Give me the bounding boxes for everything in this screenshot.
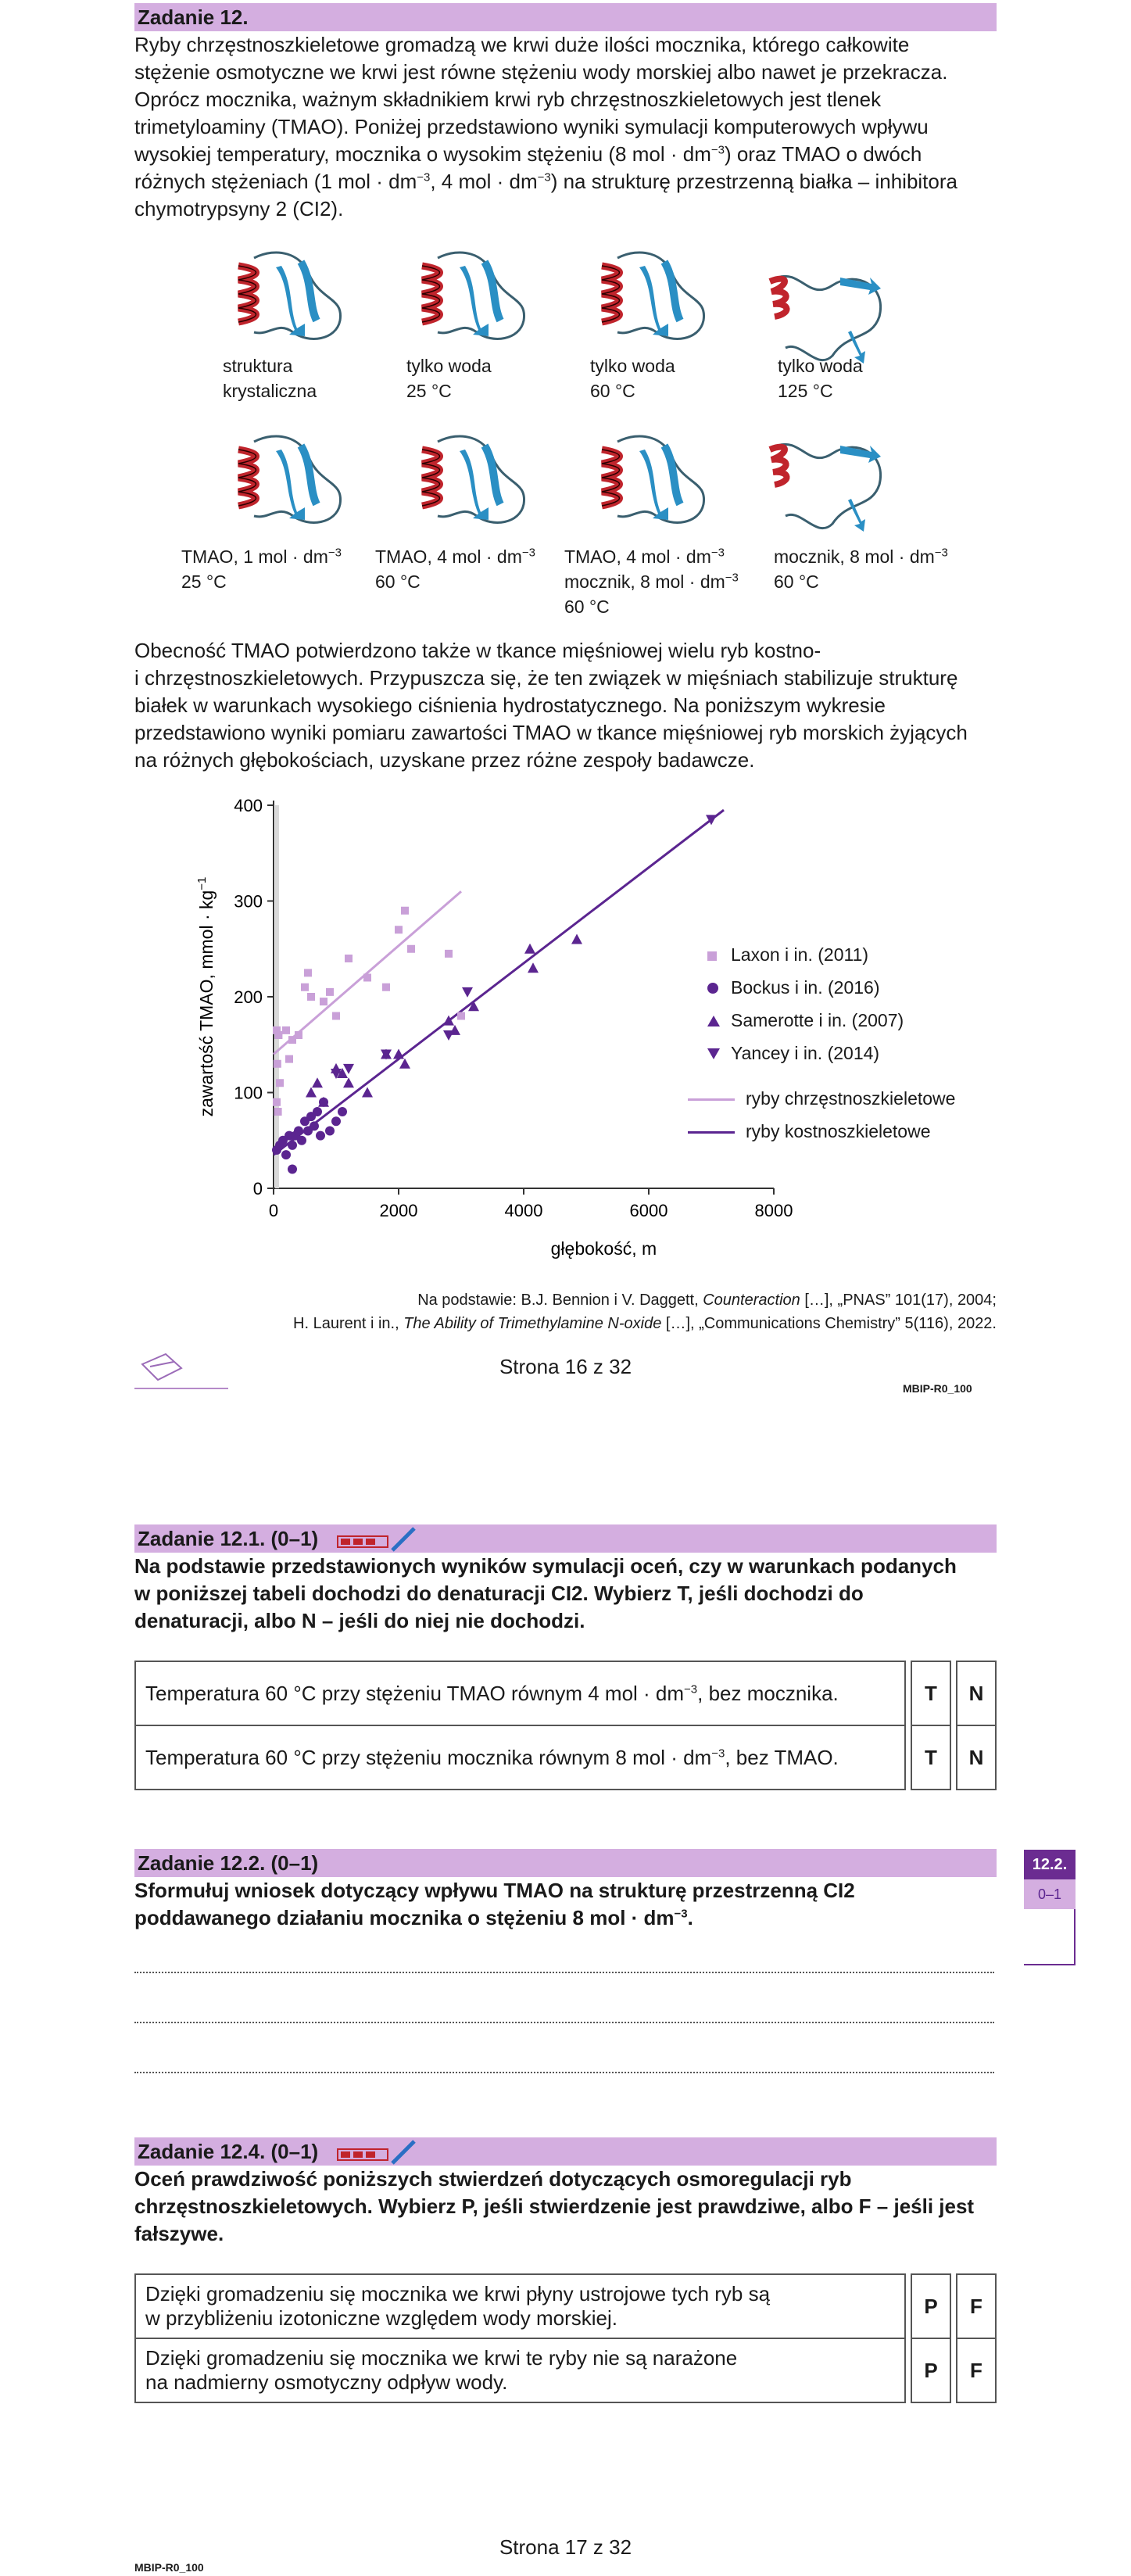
- pencil-icon: [336, 2140, 422, 2166]
- task12-heading: Zadanie 12.: [134, 3, 997, 31]
- data-point: [457, 1012, 465, 1020]
- data-point: [274, 1060, 281, 1068]
- data-point: [307, 993, 315, 1001]
- data-point: [312, 1077, 323, 1087]
- x-tick-label: 4000: [504, 1201, 543, 1220]
- data-point: [524, 944, 535, 954]
- caption-water-125: tylko woda 125 °C: [778, 356, 863, 401]
- y-tick-label: 100: [234, 1083, 263, 1103]
- data-point: [306, 1087, 317, 1098]
- data-point: [274, 1108, 282, 1116]
- data-point: [445, 950, 453, 958]
- score-box-points: 0–1: [1024, 1879, 1076, 1909]
- data-point: [382, 983, 390, 991]
- data-point: [281, 1150, 291, 1159]
- data-point: [276, 1079, 284, 1087]
- pencil-icon: [336, 1527, 422, 1553]
- data-point: [332, 1012, 340, 1020]
- task12-para2: Obecność TMAO potwierdzono także w tkance mięśniowej wielu ryb kostno- i chrzęstnoszkieletowych. Przypuszcza się, że ten związek w mięśniach stabilizuje strukturę białek w warunkach wysokiego ciśnienia hydrostatycznego. Na poniższym wykresie przedstawiono wyniki pomiaru zawartości TMAO w tkance mięśniowej ryb morskich żyjących na różnych głębokościach, uzyskane przez różne zespoły badawcze.: [134, 639, 968, 772]
- data-point: [294, 1127, 303, 1136]
- data-point: [399, 1059, 410, 1069]
- task12-4-heading: Zadanie 12.4. (0–1): [134, 2137, 997, 2166]
- data-point: [395, 926, 403, 933]
- legend-samerotte: Samerotte i in. (2007): [707, 1010, 904, 1031]
- data-point: [326, 988, 334, 996]
- source-note: Na podstawie: B.J. Bennion i V. Daggett, Counteraction […], „PNAS” 101(17), 2004; H. Laurent i in., The Ability of Trimethylamine N-oxide […], „Communications Chemistry” 5(116), 2022.: [293, 1292, 997, 1332]
- legend-bockus: Bockus i in. (2016): [707, 977, 879, 998]
- table-row: [135, 1725, 996, 1790]
- option-t-2[interactable]: T: [911, 1725, 950, 1790]
- chart-trend-lines: [274, 810, 724, 1155]
- caption-tmao4-urea: TMAO, 4 mol · $dm^{-3}$ mocznik, 8 mol · $dm^{-3}$ 60 °C: [564, 546, 739, 617]
- option-p-1[interactable]: P: [911, 2274, 950, 2338]
- x-tick-label: 8000: [754, 1201, 793, 1220]
- legend-bony: ryby kostnoszkieletowe: [688, 1121, 931, 1142]
- data-point: [310, 1121, 319, 1130]
- tmao-depth-chart: [180, 790, 993, 1274]
- page17-code: MBIP-R0_100: [134, 2561, 204, 2574]
- data-point: [316, 1131, 325, 1141]
- y-tick-label: 400: [234, 796, 263, 815]
- data-point: [401, 907, 409, 915]
- x-tick-label: 6000: [629, 1201, 668, 1220]
- x-tick-label: 2000: [379, 1201, 418, 1220]
- score-box-label: 12.2.: [1024, 1850, 1076, 1879]
- data-point: [282, 1026, 290, 1034]
- chart-y-label: zawartość TMAO, mmol · $kg^{-1}$: [195, 876, 217, 1117]
- page17-number: Strona 17 z 32: [499, 2535, 632, 2559]
- protein-water-60-image: [571, 242, 719, 352]
- data-point: [313, 1107, 322, 1116]
- data-point: [338, 1107, 347, 1116]
- task12-intro: Ryby chrzęstnoszkieletowe gromadzą we krwi duże ilości mocznika, którego całkowite stężenie osmotyczne we krwi jest równe stężeniu wody morskiej albo nawet je przekracza. Oprócz mocznika, ważnym składnikiem krwi ryb chrzęstnoszkieletowych jest tlenek trimetyloaminy (TMAO). Poniżej przedstawiono wyniki symulacji komputerowych wpływu wysokiej temperatury, mocznika o wysokim stężeniu (8 mol · $dm^{-3}$) oraz TMAO o dwóch różnych stężeniach (1 mol · $dm^{-3}$, 4 mol · $dm^{-3}$) na strukturę przestrzenną białka – inhibitora chymotrypsyny 2 (CI2).: [134, 33, 957, 220]
- data-point: [285, 1055, 293, 1063]
- legend-laxon: Laxon i in. (2011): [707, 944, 868, 966]
- data-point: [362, 1087, 373, 1098]
- data-point: [393, 1049, 404, 1059]
- protein-water-125-image: [754, 254, 903, 364]
- data-point: [304, 969, 312, 976]
- x-tick-label: 0: [268, 1201, 279, 1220]
- task12-1-table: [134, 1661, 997, 1790]
- answer-line-1[interactable]: [134, 1970, 994, 1973]
- table-row: [135, 2274, 996, 2338]
- data-point: [443, 1030, 454, 1041]
- chart-x-label: głębokość, m: [550, 1238, 657, 1259]
- page16-code: MBIP-R0_100: [903, 1382, 972, 1395]
- data-point: [462, 987, 473, 998]
- statement-text: Dzięki gromadzeniu się mocznika we krwi te ryby nie są narażone na nadmierny osmotyczny odpływ wody.: [135, 2338, 905, 2402]
- task12-2-heading: Zadanie 12.2. (0–1): [134, 1849, 997, 1877]
- caption-water-25: tylko woda 25 °C: [406, 356, 492, 401]
- task12-4-question: Oceń prawdziwość poniższych stwierdzeń dotyczących osmoregulacji ryb chrzęstnoszkieletowych. Wybierz P, jeśli stwierdzenie jest prawdziwe, albo F – jeśli jest fałszywe.: [134, 2167, 975, 2245]
- data-point: [345, 955, 353, 962]
- page16-number: Strona 16 z 32: [499, 1355, 632, 1378]
- y-tick-label: 0: [252, 1179, 263, 1198]
- option-p-2[interactable]: P: [911, 2338, 950, 2402]
- protein-water-25-image: [391, 242, 539, 352]
- caption-tmao4: TMAO, 4 mol · $dm^{-3}$ 60 °C: [375, 546, 535, 592]
- data-point: [273, 1098, 281, 1106]
- trend-line: [274, 891, 461, 1054]
- table-row: [135, 1661, 996, 1725]
- answer-line-3[interactable]: [134, 2070, 994, 2073]
- data-point: [320, 998, 327, 1005]
- data-point: [528, 962, 539, 973]
- table-row: [135, 2338, 996, 2402]
- score-box: [1024, 1850, 1076, 1965]
- task12-1-question: Na podstawie przedstawionych wyników symulacji oceń, czy w warunkach podanych w poniższej tabeli dochodzi do denaturacji CI2. Wybierz T, jeśli dochodzi do denaturacji, albo N – jeśli do niej nie dochodzi.: [134, 1554, 957, 1632]
- y-tick-label: 200: [234, 987, 263, 1007]
- y-tick-label: 300: [234, 891, 263, 912]
- data-point: [571, 934, 582, 944]
- data-point: [288, 1141, 297, 1150]
- protein-tmao1-image: [207, 426, 356, 536]
- option-n-1[interactable]: N: [957, 1661, 996, 1725]
- chart-points: [272, 815, 717, 1173]
- score-box-field[interactable]: [1024, 1909, 1076, 1965]
- statement-text: Temperatura 60 °C przy stężeniu TMAO równym 4 mol · $dm^{-3}$, bez mocznika.: [135, 1661, 905, 1725]
- protein-crystal-image: [207, 242, 356, 352]
- option-n-2[interactable]: N: [957, 1725, 996, 1790]
- chart-y-label-sup: −1: [195, 876, 209, 890]
- task12-4-table: [134, 2273, 997, 2403]
- caption-crystal: struktura krystaliczna: [223, 356, 317, 401]
- protein-tmao4-urea-image: [571, 426, 719, 536]
- legend-yancey: Yancey i in. (2014): [707, 1043, 879, 1064]
- caption-water-60: tylko woda 60 °C: [590, 356, 675, 401]
- data-point: [331, 1116, 341, 1126]
- statement-text: Dzięki gromadzeniu się mocznika we krwi płyny ustrojowe tych ryb są w przybliżeniu izotoniczne względem wody morskiej.: [135, 2274, 905, 2338]
- data-point: [274, 1031, 282, 1039]
- protein-urea-image: [754, 422, 903, 532]
- data-point: [325, 1127, 335, 1136]
- option-f-1[interactable]: F: [957, 2274, 996, 2338]
- task12-1-heading: Zadanie 12.1. (0–1): [134, 1524, 997, 1553]
- protein-tmao4-image: [391, 426, 539, 536]
- data-point: [295, 1031, 302, 1039]
- trend-line: [274, 810, 724, 1155]
- y-axis-band: [275, 805, 279, 1188]
- legend-cartilaginous: ryby chrzęstnoszkieletowe: [688, 1088, 955, 1109]
- answer-line-2[interactable]: [134, 2020, 994, 2023]
- caption-urea: mocznik, 8 mol · $dm^{-3}$ 60 °C: [774, 546, 948, 592]
- statement-text: Temperatura 60 °C przy stężeniu mocznika równym 8 mol · $dm^{-3}$, bez TMAO.: [135, 1725, 905, 1790]
- data-point: [297, 1136, 306, 1145]
- task12-2-question: Sformułuj wniosek dotyczący wpływu TMAO na strukturę przestrzenną CI2 poddawanego działaniu mocznika o stężeniu 8 mol · $dm^{-3}$.: [134, 1879, 855, 1929]
- option-f-2[interactable]: F: [957, 2338, 996, 2402]
- data-point: [407, 945, 415, 953]
- data-point: [288, 1165, 297, 1174]
- data-point: [301, 983, 309, 991]
- option-t-1[interactable]: T: [911, 1661, 950, 1725]
- chart-axes: [234, 796, 793, 1220]
- data-point: [363, 974, 371, 982]
- caption-tmao1: TMAO, 1 mol · $dm^{-3}$ 25 °C: [181, 546, 342, 592]
- data-point: [343, 1077, 354, 1087]
